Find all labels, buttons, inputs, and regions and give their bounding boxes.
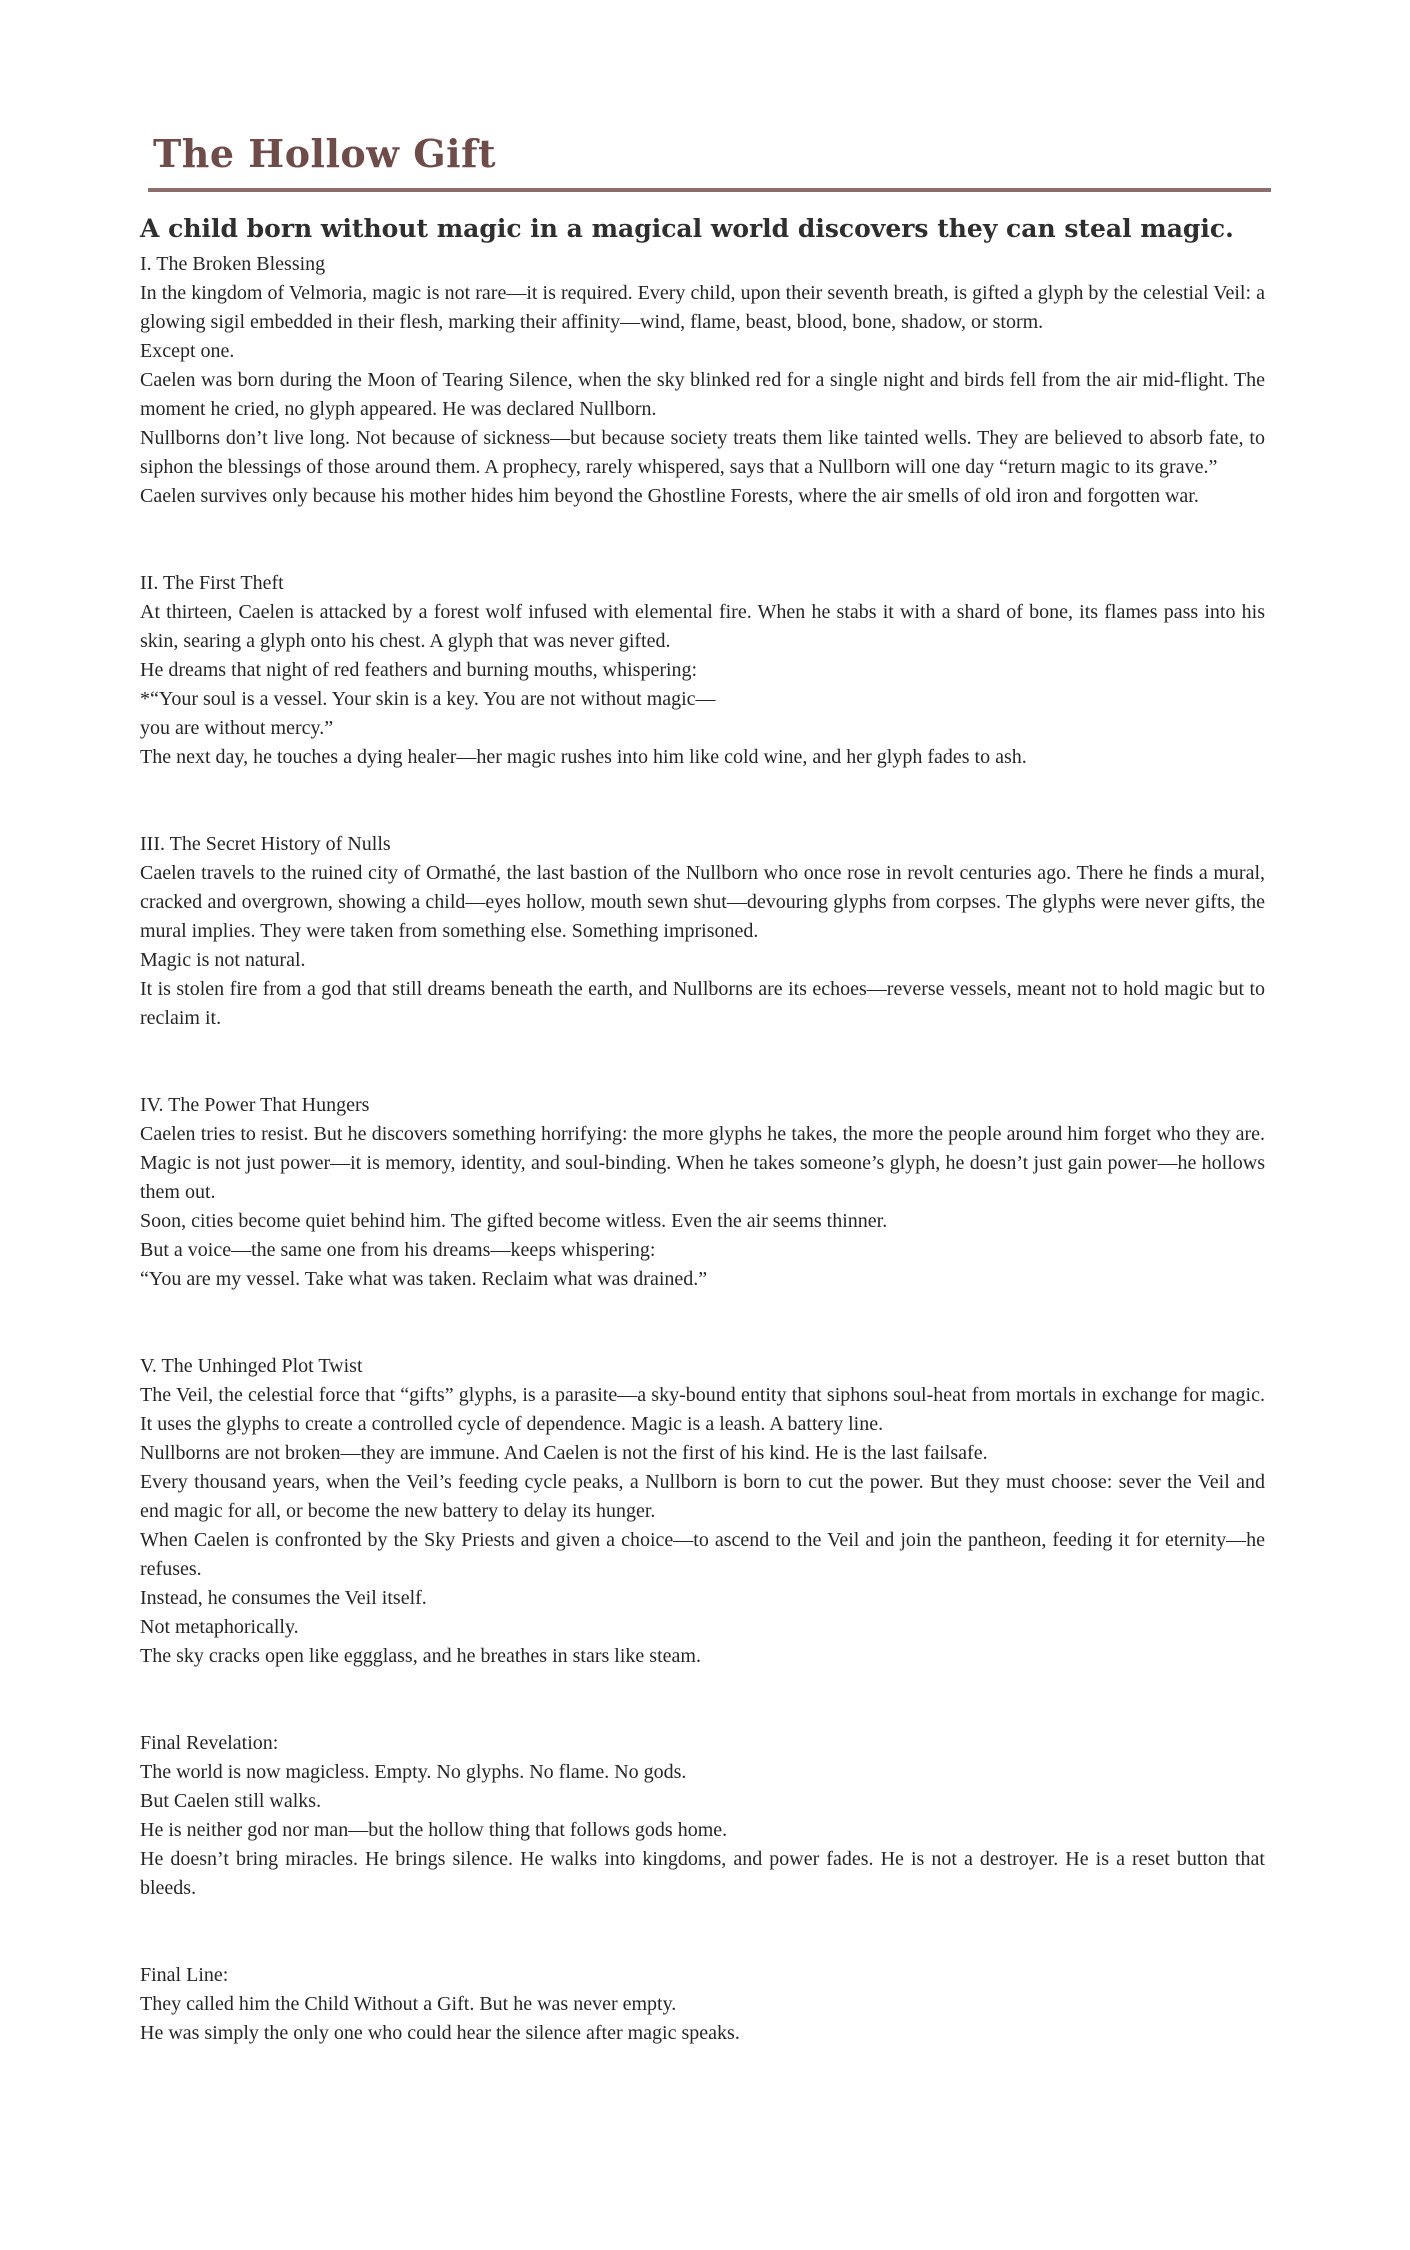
document-page — [140, 130, 1265, 2048]
section — [140, 569, 1265, 772]
paragraph: But a voice—the same one from his dreams—keeps whispering: — [140, 1239, 656, 1261]
paragraph: The next day, he touches a dying healer—her magic rushes into him like cold wine, and her glyph fades to ash. — [140, 746, 1027, 768]
paragraph: Soon, cities become quiet behind him. The gifted become witless. Even the air seems thinner. — [140, 1210, 888, 1232]
section-heading: Final Line: — [140, 1964, 229, 1986]
paragraph: Instead, he consumes the Veil itself. — [140, 1587, 427, 1609]
paragraph: Magic is not natural. — [140, 949, 306, 971]
section-heading: II. The First Theft — [140, 572, 284, 594]
paragraph: Every thousand years, when the Veil’s feeding cycle peaks, a Nullborn is born to cut the power. But they must choose: sever the Veil and end magic for all, or become the new battery to delay its hunger. — [140, 1471, 1265, 1522]
paragraph: In the kingdom of Velmoria, magic is not rare—it is required. Every child, upon their seventh breath, is gifted a glyph by the celestial Veil: a glowing sigil embedded in their flesh, marking their affinity—wind, flame, beast, blood, bone, shadow, or storm. — [140, 282, 1265, 333]
section — [140, 1352, 1265, 1671]
document-title: The Hollow Gift — [153, 131, 497, 176]
paragraph: Nullborns don’t live long. Not because of sickness—but because society treats them like tainted wells. They are believed to absorb fate, to siphon the blessings of those around them. A prophecy, rarely whispered, says that a Nullborn will one day “return magic to its grave.” — [140, 427, 1265, 478]
paragraph: At thirteen, Caelen is attacked by a forest wolf infused with elemental fire. When he stabs it with a shard of bone, its flames pass into his skin, searing a glyph onto his chest. A glyph that was never gifted. — [140, 601, 1265, 652]
section-heading: IV. The Power That Hungers — [140, 1094, 370, 1116]
paragraph: Nullborns are not broken—they are immune. And Caelen is not the first of his kind. He is the last failsafe. — [140, 1442, 988, 1464]
paragraph: When Caelen is confronted by the Sky Priests and given a choice—to ascend to the Veil and join the pantheon, feeding it for eternity—he refuses. — [140, 1529, 1265, 1580]
section-heading: III. The Secret History of Nulls — [140, 833, 391, 855]
section-heading: Final Revelation: — [140, 1732, 279, 1754]
paragraph: He was simply the only one who could hear the silence after magic speaks. — [140, 2022, 740, 2044]
section — [140, 830, 1265, 1033]
paragraph: Caelen travels to the ruined city of Ormathé, the last bastion of the Nullborn who once rose in revolt centuries ago. There he finds a mural, cracked and overgrown, showing a child—eyes hollow, mouth sewn shut—devouring glyphs from corpses. The glyphs were never gifts, the mural implies. They were taken from something else. Something imprisoned. — [140, 862, 1265, 942]
title-divider — [148, 188, 1271, 192]
section — [140, 1729, 1265, 1903]
section-heading: V. The Unhinged Plot Twist — [140, 1355, 363, 1377]
paragraph: Caelen tries to resist. But he discovers something horrifying: the more glyphs he takes, the more the people around him forget who they are. Magic is not just power—it is memory, identity, and soul-binding. When he takes someone’s glyph, he doesn’t just gain power—he hollows them out. — [140, 1123, 1265, 1203]
paragraph: The Veil, the celestial force that “gifts” glyphs, is a parasite—a sky-bound entity that siphons soul-heat from mortals in exchange for magic. It uses the glyphs to create a controlled cycle of dependence. Magic is a leash. A battery line. — [140, 1384, 1265, 1435]
paragraph: But Caelen still walks. — [140, 1790, 322, 1812]
document-subtitle: A child born without magic in a magical world discovers they can steal magic. — [140, 214, 1234, 243]
section-heading: I. The Broken Blessing — [140, 253, 326, 275]
paragraph: The world is now magicless. Empty. No glyphs. No flame. No gods. — [140, 1761, 687, 1783]
paragraph: It is stolen fire from a god that still dreams beneath the earth, and Nullborns are its echoes—reverse vessels, meant not to hold magic but to reclaim it. — [140, 978, 1265, 1029]
paragraph: you are without mercy.” — [140, 717, 334, 739]
paragraph: Except one. — [140, 340, 235, 362]
paragraph: He dreams that night of red feathers and burning mouths, whispering: — [140, 659, 698, 681]
section — [140, 1091, 1265, 1294]
section — [140, 250, 1265, 511]
paragraph: Caelen was born during the Moon of Tearing Silence, when the sky blinked red for a single night and birds fell from the air mid-flight. The moment he cried, no glyph appeared. He was declared Nullborn. — [140, 369, 1265, 420]
paragraph: Caelen survives only because his mother hides him beyond the Ghostline Forests, where the air smells of old iron and forgotten war. — [140, 485, 1199, 507]
paragraph: Not metaphorically. — [140, 1616, 299, 1638]
paragraph: They called him the Child Without a Gift. But he was never empty. — [140, 1993, 677, 2015]
paragraph: “You are my vessel. Take what was taken. Reclaim what was drained.” — [140, 1268, 708, 1290]
section — [140, 1961, 1265, 2048]
paragraph: He doesn’t bring miracles. He brings silence. He walks into kingdoms, and power fades. He is not a destroyer. He is a reset button that bleeds. — [140, 1848, 1265, 1899]
document-body — [140, 250, 1265, 2048]
paragraph: The sky cracks open like eggglass, and he breathes in stars like steam. — [140, 1645, 701, 1667]
paragraph: He is neither god nor man—but the hollow thing that follows gods home. — [140, 1819, 728, 1841]
paragraph: *“Your soul is a vessel. Your skin is a key. You are not without magic— — [140, 688, 716, 710]
